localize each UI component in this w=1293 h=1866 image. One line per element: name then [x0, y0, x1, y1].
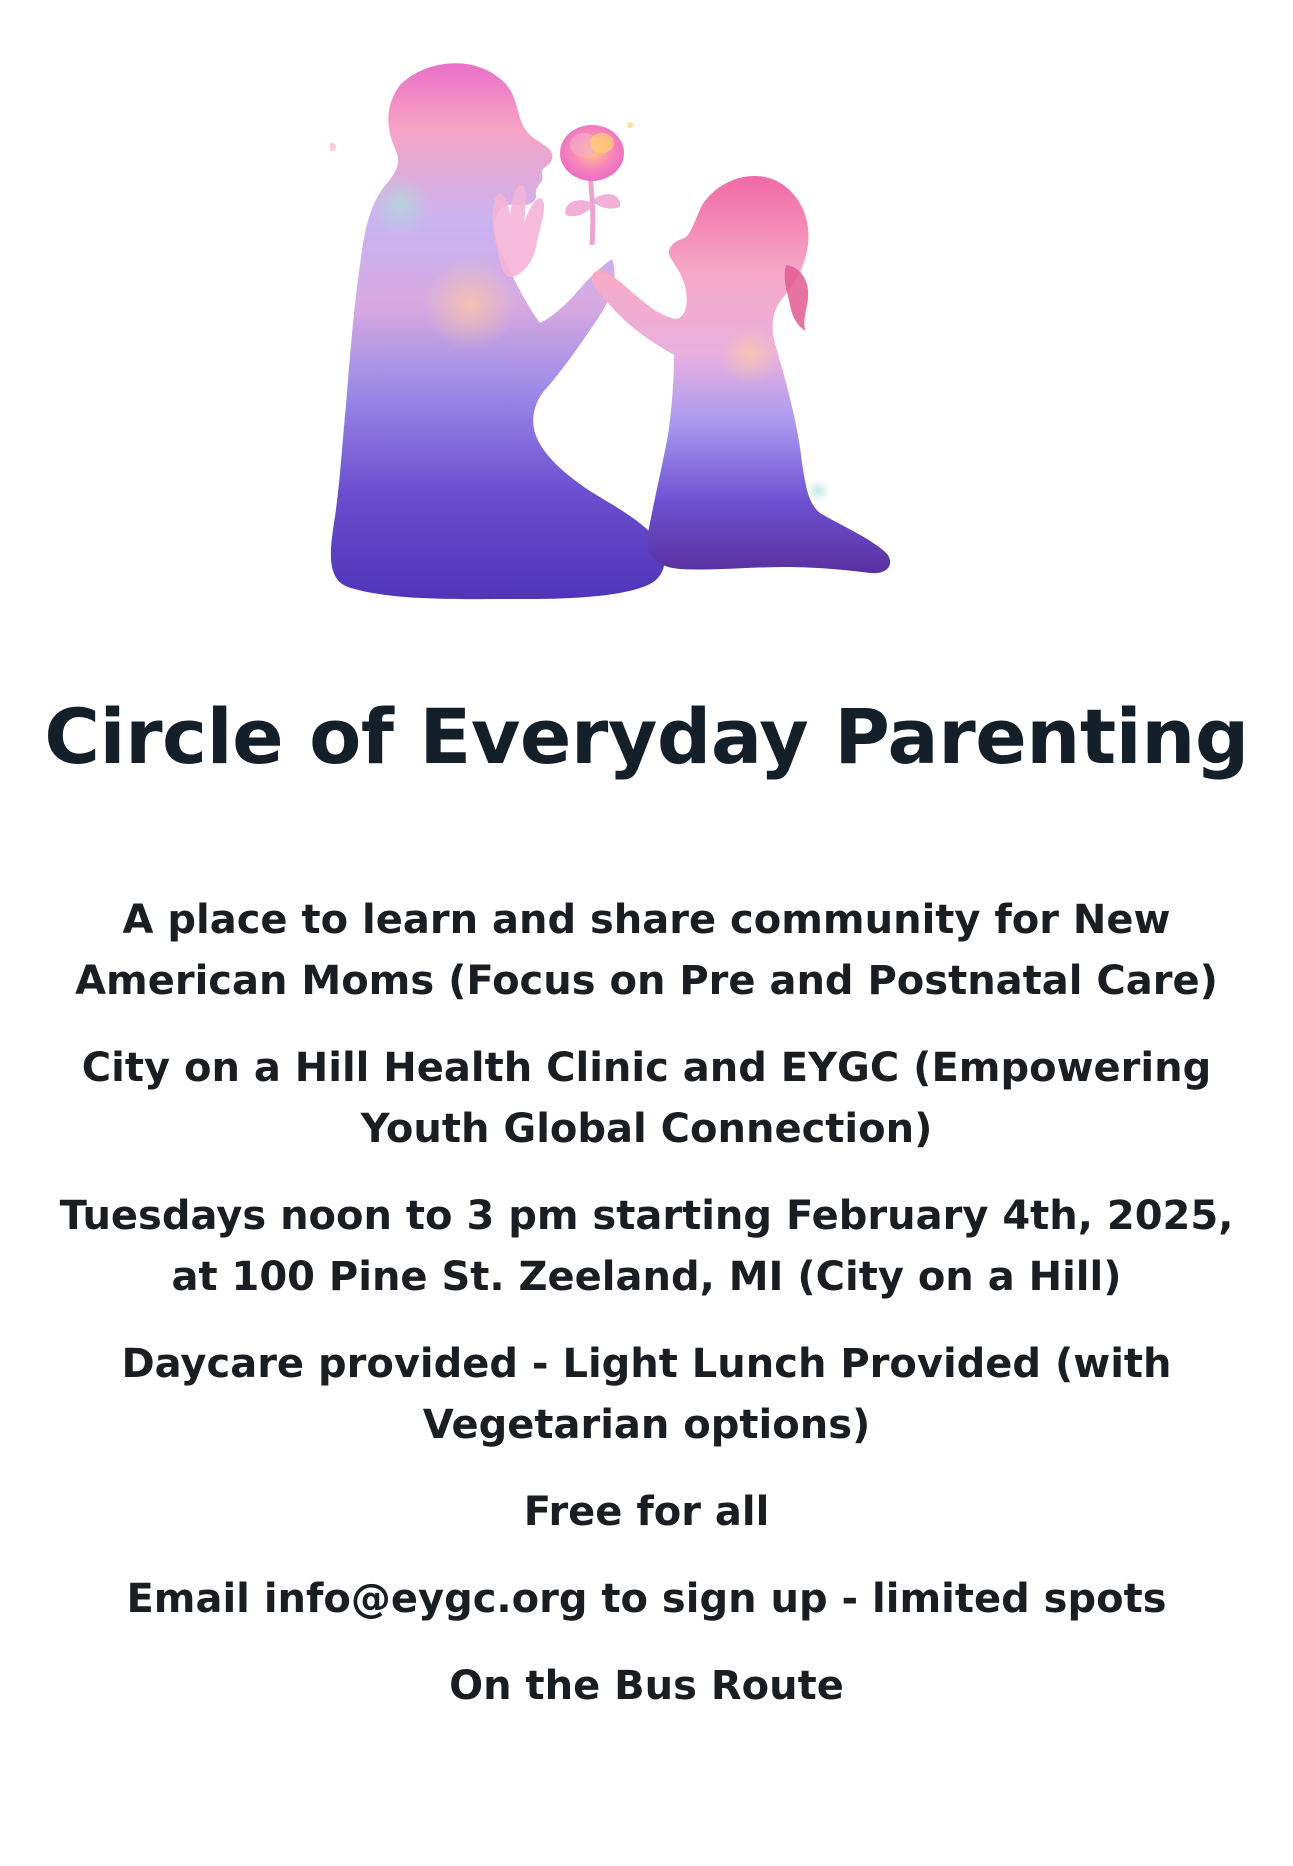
watercolor-silhouette-icon	[330, 55, 970, 675]
child-ponytail	[785, 265, 809, 331]
signup-text: Email info@eygc.org to sign up - limited spots	[126, 1576, 1167, 1622]
mother-child-silhouette-illustration	[330, 55, 970, 675]
amenities-text: Daycare provided - Light Lunch Provided (with Vegetarian options)	[121, 1341, 1172, 1448]
flyer-title: Circle of Everyday Parenting	[44, 692, 1249, 781]
cost-text: Free for all	[523, 1489, 770, 1535]
schedule-location-text: Tuesdays noon to 3 pm starting February 4th, 2025, at 100 Pine St. Zeeland, MI (City on a Hill)	[59, 1193, 1234, 1300]
hosts-text: City on a Hill Health Clinic and EYGC (Empowering Youth Global Connection)	[81, 1045, 1212, 1152]
description-text: A place to learn and share community for New American Moms (Focus on Pre and Postnatal Care)	[75, 897, 1218, 1004]
flower	[560, 125, 624, 245]
event-details	[30, 890, 1263, 1743]
transit-text: On the Bus Route	[449, 1663, 844, 1709]
